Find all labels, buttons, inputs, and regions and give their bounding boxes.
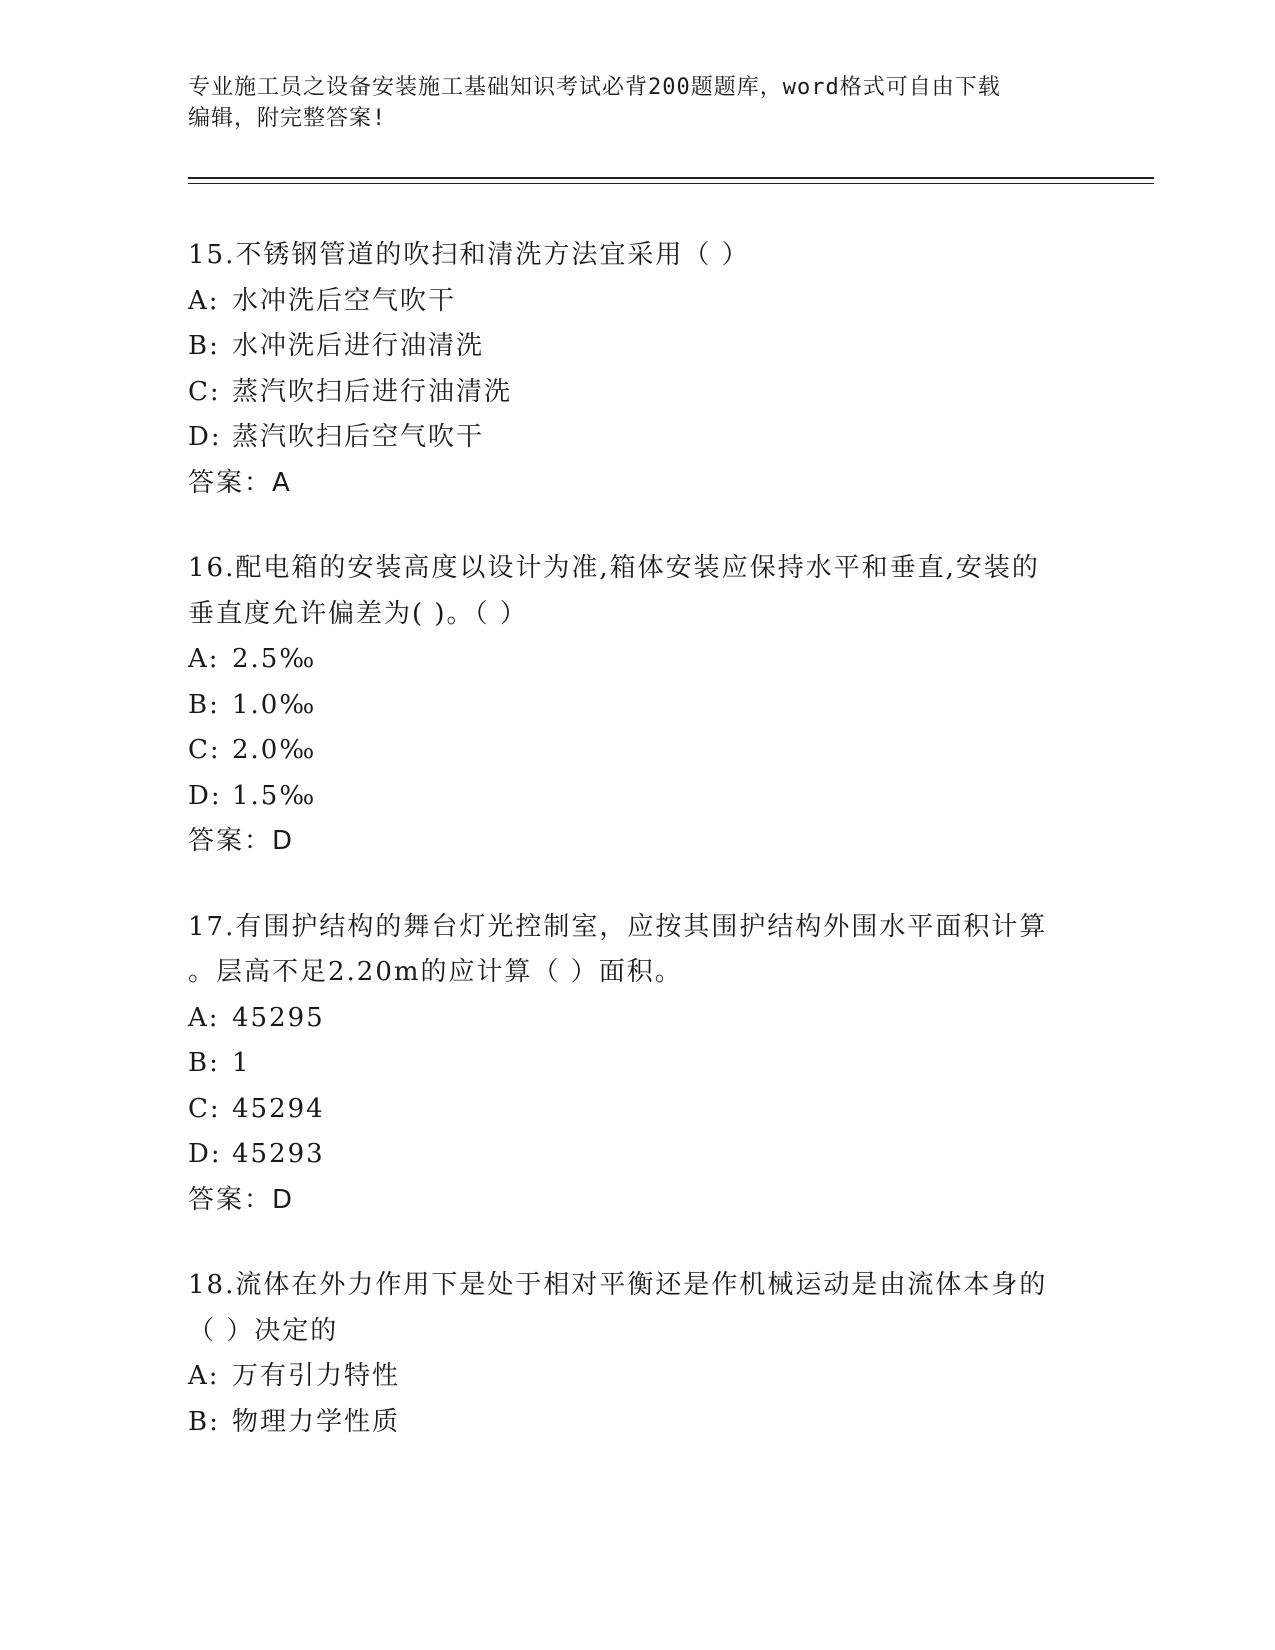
option-letter: B: <box>188 1406 220 1437</box>
option-text: 2.0‰ <box>232 735 317 765</box>
header-line-2: 编辑，附完整答案! <box>188 106 387 131</box>
option-letter: A: <box>188 644 220 674</box>
option-letter: B: <box>188 689 220 720</box>
option-text: 45295 <box>232 1002 325 1033</box>
option-letter: C: <box>188 1093 221 1124</box>
question-15 <box>188 233 1088 506</box>
question-16 <box>188 546 1088 865</box>
option-text: 万有引力特性 <box>232 1361 401 1391</box>
option-text: 蒸汽吹扫后进行油清洗 <box>232 376 513 407</box>
answer-line: 答案：A <box>188 467 292 498</box>
option-a <box>188 637 1088 683</box>
header-divider-thin <box>188 183 1154 184</box>
document-header <box>188 72 1088 134</box>
option-text: 1 <box>232 1048 251 1078</box>
question-text: 17.有围护结构的舞台灯光控制室，应按其围护结构外围水平面积计算 <box>188 911 1048 942</box>
option-a <box>188 996 1088 1042</box>
question-text: 16.配电箱的安装高度以设计为准,箱体安装应保持水平和垂直,安装的 <box>188 553 1040 583</box>
option-d <box>188 774 1088 820</box>
option-text: 水冲洗后进行油清洗 <box>232 331 485 361</box>
option-text: 2.5‰ <box>232 644 317 674</box>
option-b <box>188 1041 1088 1087</box>
question-17 <box>188 905 1088 1224</box>
option-letter: A: <box>188 1002 220 1033</box>
option-text: 水冲洗后空气吹干 <box>232 285 457 316</box>
option-text: 45293 <box>232 1139 325 1169</box>
option-c <box>188 728 1088 774</box>
answer-line: 答案：D <box>188 826 295 856</box>
option-letter: D: <box>188 1139 222 1169</box>
option-letter: B: <box>188 1048 220 1078</box>
question-18 <box>188 1263 1088 1445</box>
option-letter: D: <box>188 780 222 811</box>
option-letter: C: <box>188 735 221 765</box>
option-text: 45294 <box>232 1093 325 1124</box>
option-b <box>188 1400 1088 1446</box>
option-text: 1.0‰ <box>232 689 317 720</box>
option-letter: D: <box>188 422 222 452</box>
option-letter: A: <box>188 1361 220 1391</box>
option-letter: A: <box>188 285 220 316</box>
header-divider-thick <box>188 177 1154 179</box>
option-letter: B: <box>188 331 220 361</box>
option-a <box>188 279 1088 325</box>
option-b <box>188 683 1088 729</box>
header-line-1: 专业施工员之设备安装施工基础知识考试必背200题题库，word格式可自由下载 <box>188 75 1001 100</box>
option-d <box>188 415 1088 461</box>
question-text-continued: 。层高不足2.20m的应计算（ ）面积。 <box>188 957 683 987</box>
option-c <box>188 370 1088 416</box>
question-text: 18.流体在外力作用下是处于相对平衡还是作机械运动是由流体本身的 <box>188 1270 1048 1300</box>
question-text-continued: 垂直度允许偏差为( )。（ ） <box>188 598 528 629</box>
option-c <box>188 1087 1088 1133</box>
option-letter: C: <box>188 376 221 407</box>
option-text: 蒸汽吹扫后空气吹干 <box>232 422 485 452</box>
answer-line: 答案：D <box>188 1184 295 1215</box>
question-list <box>188 233 1088 1485</box>
option-d <box>188 1132 1088 1178</box>
question-text: 15.不锈钢管道的吹扫和清洗方法宜采用（ ） <box>188 240 750 270</box>
option-b <box>188 324 1088 370</box>
option-text: 1.5‰ <box>232 780 317 811</box>
option-text: 物理力学性质 <box>232 1406 401 1437</box>
question-text-continued: （ ）决定的 <box>188 1315 339 1346</box>
option-a <box>188 1354 1088 1400</box>
